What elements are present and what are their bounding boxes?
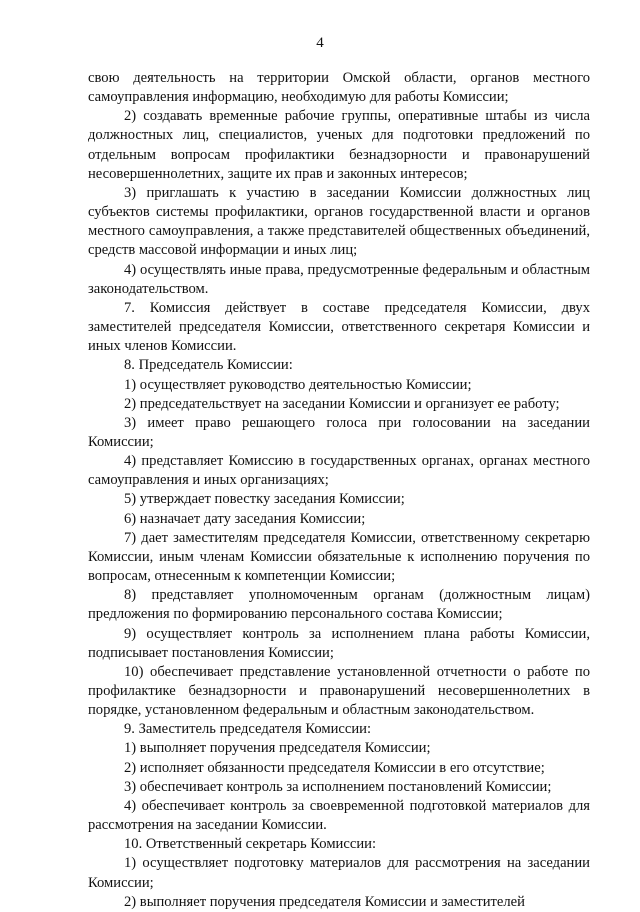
paragraph-chair-duty-9: 9) осуществляет контроль за исполнением плана работы Комиссии, подписывает постановления Комиссии; xyxy=(88,625,590,661)
paragraph-section-7: 7. Комиссия действует в составе председателя Комиссии, двух заместителей председателя Комиссии, ответственного секретаря Комиссии и иных членов Комиссии. xyxy=(88,299,590,355)
paragraph-chair-duty-5: 5) утверждает повестку заседания Комиссии; xyxy=(124,491,405,508)
paragraph-chair-duty-2: 2) председательствует на заседании Комиссии и организует ее работу; xyxy=(124,395,560,412)
page-number: 4 xyxy=(316,35,324,51)
paragraph-chair-duty-4: 4) представляет Комиссию в государственных органах, органах местного самоуправления и иных организациях; xyxy=(88,453,590,489)
paragraph-chair-duty-8: 8) представляет уполномоченным органам (должностным лицам) предложения по формированию персонального состава Комиссии; xyxy=(88,587,590,623)
paragraph-right-3: 3) приглашать к участию в заседании Комиссии должностных лиц субъектов системы профилактики, органов государственной власти и органов местного самоуправления, а также представителей общественных объединений, средств массовой информации и иных лиц; xyxy=(88,184,590,259)
paragraph-chair-duty-10: 10) обеспечивает представление установленной отчетности о работе по профилактике безнадзорности и правонарушений несовершеннолетних в порядке, установленном федеральным и областным законодательством. xyxy=(88,663,590,719)
paragraph-deputy-duty-1: 1) выполняет поручения председателя Комиссии; xyxy=(124,740,431,757)
paragraph-section-10-heading: 10. Ответственный секретарь Комиссии: xyxy=(124,836,376,853)
paragraph-continuation: свою деятельность на территории Омской области, органов местного самоуправления информацию, необходимую для работы Комиссии; xyxy=(88,70,590,106)
paragraph-right-4: 4) осуществлять иные права, предусмотренные федеральным и областным законодательством. xyxy=(88,261,590,297)
paragraph-chair-duty-7: 7) дает заместителям председателя Комиссии, ответственному секретарю Комиссии, иным членам Комиссии обязательные к исполнению поручения по вопросам, отнесенным к компетенции Комиссии; xyxy=(88,529,590,585)
document-body xyxy=(88,69,590,912)
paragraph-secretary-duty-2: 2) выполняет поручения председателя Комиссии и заместителей xyxy=(124,893,525,910)
paragraph-secretary-duty-1: 1) осуществляет подготовку материалов для рассмотрения на заседании Комиссии; xyxy=(88,855,590,891)
paragraph-deputy-duty-3: 3) обеспечивает контроль за исполнением постановлений Комиссии; xyxy=(124,778,552,795)
paragraph-section-8-heading: 8. Председатель Комиссии: xyxy=(124,357,293,374)
paragraph-section-9-heading: 9. Заместитель председателя Комиссии: xyxy=(124,721,372,738)
paragraph-chair-duty-6: 6) назначает дату заседания Комиссии; xyxy=(124,510,366,527)
paragraph-right-2: 2) создавать временные рабочие группы, оперативные штабы из числа должностных лиц, специалистов, ученых для подготовки предложений по отдельным вопросам профилактики безнадзорности и правонарушений несовершеннолетних, защите их прав и законных интересов; xyxy=(88,108,590,182)
paragraph-chair-duty-3: 3) имеет право решающего голоса при голосовании на заседании Комиссии; xyxy=(88,414,590,450)
paragraph-deputy-duty-4: 4) обеспечивает контроль за своевременной подготовкой материалов для рассмотрения на заседании Комиссии. xyxy=(88,797,590,834)
paragraph-chair-duty-1: 1) осуществляет руководство деятельностью Комиссии; xyxy=(124,376,472,393)
paragraph-deputy-duty-2: 2) исполняет обязанности председателя Комиссии в его отсутствие; xyxy=(124,759,545,776)
